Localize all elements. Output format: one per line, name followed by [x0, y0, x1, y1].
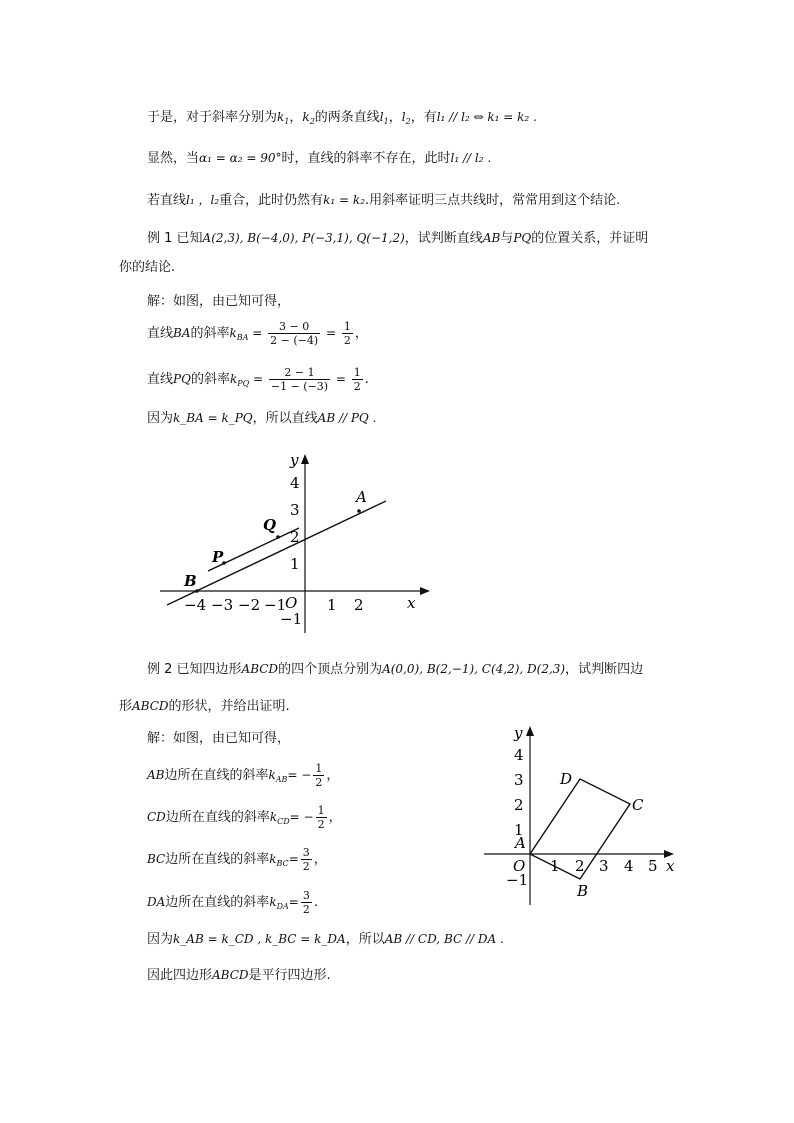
fraction — [301, 889, 312, 916]
label-d: D — [560, 770, 573, 788]
math-expr: k_AB = k_CD , k_BC = k_DA — [173, 932, 346, 946]
math-expr: k_BA = k_PQ — [173, 411, 253, 425]
example2-slope-bc: BC边所在直线的斜率$k_{BC}=$ $\frac{3}{2}$ ， — [147, 846, 327, 873]
math-k: k — [302, 110, 310, 124]
text: 例 1 已知 — [147, 231, 203, 246]
axis-label-x: x — [407, 594, 416, 612]
text: ，所以 — [345, 932, 385, 947]
x-tick: 1 — [327, 596, 337, 614]
sub: PQ — [237, 379, 250, 388]
example2-statement-cont — [119, 697, 290, 716]
point-q — [276, 535, 280, 539]
fraction — [342, 320, 353, 347]
sub: BA — [236, 333, 249, 342]
x-tick: −1 — [264, 596, 287, 614]
text: 是平行四边形. — [248, 968, 331, 983]
numerator: 1 — [353, 366, 361, 379]
x-tick: 5 — [648, 857, 658, 875]
sub: 2 — [405, 117, 411, 126]
math-points: A(2,3), B(−4,0), P(−3,1), Q(−1,2) — [202, 231, 405, 245]
text: 因为 — [147, 932, 174, 947]
text: 边所在直线的斜率 — [165, 852, 270, 867]
para-slope-parallel — [147, 108, 537, 131]
y-axis-arrow — [526, 726, 534, 736]
numerator: 2 − 1 — [269, 366, 330, 380]
example2-conclusion — [147, 930, 504, 949]
math-k: k — [229, 326, 237, 340]
math-k: k — [269, 810, 278, 824]
line-ab — [167, 501, 386, 605]
text: 形 — [119, 699, 133, 714]
y-tick: 4 — [514, 746, 524, 764]
para-coincident — [147, 191, 620, 210]
example1-conclusion — [147, 409, 376, 428]
fraction — [268, 320, 320, 347]
y-tick: 2 — [514, 796, 524, 814]
sub: 1 — [383, 117, 389, 126]
y-tick: 2 — [290, 528, 300, 546]
figure1-coordinate-plot — [150, 448, 440, 638]
x-tick: 2 — [575, 857, 585, 875]
math-cd: CD — [147, 810, 166, 824]
text: ，试判断四边 — [565, 662, 644, 677]
math-sign: = − — [287, 768, 312, 782]
example2-statement — [147, 660, 643, 679]
y-axis-arrow — [301, 454, 309, 464]
x-axis-arrow — [420, 587, 430, 595]
axis-label-y: y — [290, 451, 299, 469]
text: 的形状，并给出证明. — [168, 699, 290, 714]
math-abcd: ABCD — [241, 662, 279, 676]
math-k: k — [269, 895, 277, 909]
text: 边所在直线的斜率 — [165, 895, 270, 910]
fraction — [313, 762, 324, 789]
example2-slope-ab: AB边所在直线的斜率$k_{AB}=$ − $\frac{1}{2}$ ， — [147, 762, 340, 789]
numerator: 1 — [315, 762, 323, 775]
text: ，试判断直线 — [404, 231, 483, 246]
text: 的两条直线 — [314, 110, 380, 125]
label-q: Q — [263, 516, 277, 534]
x-tick: 4 — [624, 857, 634, 875]
text: ， — [388, 110, 402, 125]
example2-slope-da: DA边所在直线的斜率$k_{DA}=$ $\frac{3}{2}$ . — [147, 889, 318, 916]
math-expr: l₁ ，l₂ — [186, 193, 220, 207]
text: 显然，当 — [147, 151, 200, 166]
denominator: 2 — [302, 860, 310, 873]
label-c: C — [632, 796, 644, 814]
text: 于是，对于斜率分别为 — [147, 110, 278, 125]
y-tick: 4 — [290, 474, 300, 492]
math-relation: l₁ // l₂ ⇔ k₁ = k₂ . — [436, 110, 537, 124]
label-b: B — [577, 882, 589, 900]
y-tick: 1 — [290, 555, 300, 573]
x-tick: 2 — [354, 596, 364, 614]
math-expr: α₁ = α₂ = 90° — [199, 151, 282, 165]
math-relation: l₁ // l₂ . — [450, 151, 492, 165]
text: 的位置关系，并证明 — [531, 231, 649, 246]
text: 重合，此时仍然有 — [219, 193, 324, 208]
example1-solution-intro: 解：如图，由已知可得， — [147, 294, 291, 309]
example2-slope-cd: CD边所在直线的斜率$k_{CD}=$ − $\frac{1}{2}$ ， — [147, 804, 342, 831]
text: 因为 — [147, 411, 174, 426]
text: 边所在直线的斜率 — [164, 768, 269, 783]
example1-slope-pq: 直线PQ的斜率$k_{PQ}$ = $\frac{2 - 1}{-1 - (-3)}$ = $\frac{1}{2}$ . — [147, 366, 369, 393]
math-pq: PQ — [173, 372, 191, 386]
sub: CD — [277, 817, 290, 826]
axis-label-y: y — [514, 724, 523, 742]
math-points: A(0,0), B(2,−1), C(4,2), D(2,3) — [382, 662, 566, 676]
text: 例 2 已知四边形 — [147, 662, 242, 677]
math-k: k — [277, 110, 285, 124]
math-l: l — [379, 110, 384, 124]
point-a — [357, 509, 361, 513]
example2-final — [147, 966, 331, 985]
text: 边所在直线的斜率 — [165, 810, 270, 825]
math-sign: = − — [289, 810, 314, 824]
text: . — [364, 372, 369, 387]
denominator: 2 — [317, 818, 325, 831]
numerator: 1 — [343, 320, 351, 333]
example2-solution-intro: 解：如图，由已知可得， — [147, 731, 291, 746]
label-a: A — [356, 488, 367, 506]
numerator: 3 — [302, 889, 310, 902]
label-p: P — [212, 548, 224, 566]
math-abcd: ABCD — [132, 699, 169, 713]
figure2-coordinate-plot — [478, 718, 688, 910]
axis-label-x: x — [666, 857, 675, 875]
sub: 2 — [309, 117, 315, 126]
math-expr: k₁ = k₂ — [323, 193, 366, 207]
numerator: 3 — [302, 846, 310, 859]
sub: DA — [276, 902, 289, 911]
denominator: 2 — [315, 776, 323, 789]
denominator: −1 − (−3) — [270, 380, 329, 393]
text: .用斜率证明三点共线时，常常用到这个结论. — [365, 193, 621, 208]
math-k: k — [268, 768, 276, 782]
math-k: k — [269, 852, 277, 866]
math-relation: AB // CD, BC // DA . — [384, 932, 504, 946]
sub: AB — [275, 775, 288, 784]
denominator: 2 — [343, 334, 351, 347]
example1-slope-ba: 直线BA的斜率$k_{BA}$ = $\frac{3 - 0}{2 - (-4)}$ = $\frac{1}{2}$ ， — [147, 320, 368, 347]
text: ， — [289, 110, 303, 125]
text: 的斜率 — [190, 372, 230, 387]
math-ab: AB — [147, 768, 165, 782]
x-tick: −4 — [184, 596, 207, 614]
text: ，所以直线 — [252, 411, 318, 426]
label-b: B — [184, 572, 197, 590]
denominator: 2 — [353, 380, 361, 393]
numerator: 1 — [317, 804, 325, 817]
numerator: 3 − 0 — [268, 320, 320, 334]
math-ba: BA — [173, 326, 191, 340]
text: 时，直线的斜率不存在，此时 — [281, 151, 451, 166]
label-a: A — [515, 834, 526, 852]
fraction — [316, 804, 327, 831]
fraction — [269, 366, 330, 393]
math-da: DA — [147, 895, 166, 909]
text: 的四个顶点分别为 — [278, 662, 383, 677]
y-tick: 3 — [514, 771, 524, 789]
x-tick: 1 — [550, 857, 560, 875]
math-k: k — [229, 372, 238, 386]
x-tick: −3 — [211, 596, 234, 614]
fraction — [352, 366, 363, 393]
y-tick: −1 — [506, 871, 529, 889]
math-ab: AB — [482, 231, 501, 245]
example1-statement — [147, 229, 648, 248]
math-bc: BC — [147, 852, 166, 866]
text: 直线 — [147, 372, 174, 387]
math-relation: AB // PQ . — [317, 411, 377, 425]
math-sign: = — [288, 852, 299, 866]
fraction — [301, 846, 312, 873]
text: 因此四边形 — [147, 968, 213, 983]
y-tick: 1 — [514, 821, 524, 839]
math-l: l — [401, 110, 406, 124]
denominator: 2 − (−4) — [270, 334, 319, 347]
sub: 1 — [284, 117, 290, 126]
text: 直线 — [147, 326, 174, 341]
y-tick: −1 — [280, 610, 303, 628]
text: 与 — [500, 231, 514, 246]
y-tick: 3 — [290, 501, 300, 519]
denominator: 2 — [302, 903, 310, 916]
example1-statement-cont: 你的结论. — [119, 260, 176, 275]
sub: BC — [276, 859, 289, 868]
math-sign: = — [288, 895, 299, 909]
x-tick: 3 — [599, 857, 609, 875]
origin-label: O — [285, 594, 298, 612]
text: ， — [354, 326, 368, 341]
math-pq: PQ — [513, 231, 532, 245]
x-tick: −2 — [238, 596, 261, 614]
para-vertical-lines — [147, 149, 491, 168]
text: ，有 — [410, 110, 437, 125]
origin-label: O — [513, 857, 526, 875]
math-abcd: ABCD — [212, 968, 249, 982]
text: 若直线 — [147, 193, 187, 208]
text: 的斜率 — [190, 326, 230, 341]
